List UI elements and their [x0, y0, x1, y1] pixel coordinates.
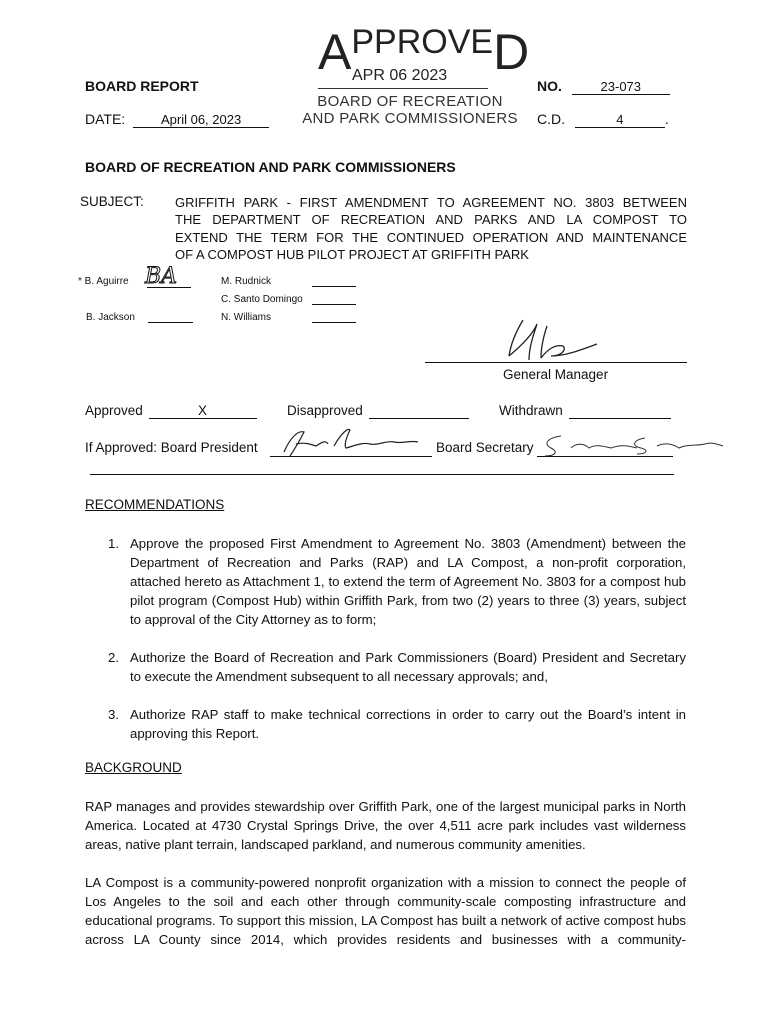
- report-number-value: 23-073: [572, 80, 670, 95]
- recommendation-number: 3.: [108, 707, 119, 722]
- approved-label: Approved: [85, 403, 143, 418]
- approved-field: [85, 403, 257, 419]
- withdrawn-label: Withdrawn: [499, 403, 563, 418]
- recommendations-list: [108, 534, 686, 762]
- approved-mark: X: [149, 404, 257, 419]
- report-date-value: April 06, 2023: [133, 113, 269, 128]
- board-president-signature: [270, 424, 432, 458]
- general-manager-signature: [425, 316, 687, 364]
- recommendation-item: [108, 648, 686, 686]
- commissioner-rudnick: M. Rudnick: [221, 276, 272, 287]
- withdrawn-field: [499, 403, 671, 419]
- report-number: [537, 78, 670, 95]
- commissioner-williams: N. Williams: [221, 312, 271, 323]
- recommendation-number: 1.: [108, 536, 119, 551]
- aguirre-initials: BA: [145, 264, 178, 289]
- background-paragraph: RAP manages and provides stewardship over Griffith Park, one of the largest municipal parks in North America. Located at 4730 Crystal Springs Drive, the over 4,511 acre park includes vast wilderness areas, native plant terrain, landscaped parkland, and numerous community amenities.: [85, 799, 686, 852]
- stamp-letter-d: D: [493, 24, 530, 80]
- commissioner-jackson: B. Jackson: [86, 312, 135, 323]
- recommendation-text: Approve the proposed First Amendment to Agreement No. 3803 (Amendment) between the Department of Recreation and Parks (RAP) and LA Compost, a non-profit corporation, attached hereto as Attachment 1, to extend the term of Agreement No. 3803 for a compost hub pilot program (Compost Hub) within Griffith Park, from two (2) years to three (3) years, subject to approval of the City Attorney as to form;: [130, 536, 686, 627]
- board-report-label: BOARD REPORT: [85, 78, 199, 94]
- subject-line: OF A COMPOST HUB PILOT PROJECT AT GRIFFITH PARK: [175, 246, 529, 262]
- disapproved-blank: [369, 404, 469, 419]
- council-district-label: C.D.: [537, 111, 565, 127]
- report-number-label: NO.: [537, 78, 562, 94]
- board-secretary-label: Board Secretary: [436, 440, 534, 455]
- disapproved-field: [287, 403, 469, 419]
- stamp-date-underline: [318, 88, 488, 89]
- recommendation-text: Authorize RAP staff to make technical corrections in order to carry out the Board’s intent in approving this Report.: [130, 707, 686, 741]
- council-district: [537, 111, 669, 128]
- signoff-rule: [90, 474, 674, 475]
- santo-domingo-blank: [312, 304, 356, 305]
- stamp-commissioners-line: AND PARK COMMISSIONERS: [302, 110, 518, 127]
- stamp-date: APR 06 2023: [352, 67, 448, 84]
- rudnick-blank: [312, 286, 356, 287]
- board-secretary-signature: [537, 428, 725, 458]
- report-date-label: DATE:: [85, 111, 126, 127]
- subject-line: EXTEND THE TERM FOR THE CONTINUED OPERATION AND MAINTENANCE: [175, 229, 687, 245]
- general-manager-label: General Manager: [503, 367, 609, 382]
- recommendations-heading: RECOMMENDATIONS: [85, 497, 225, 512]
- board-president-label: If Approved: Board President: [85, 440, 258, 455]
- withdrawn-blank: [569, 404, 671, 419]
- recommendation-item: [108, 534, 686, 629]
- disapproved-label: Disapproved: [287, 403, 363, 418]
- williams-blank: [312, 322, 356, 323]
- commissioner-aguirre: * B. Aguirre: [78, 276, 129, 287]
- gm-signature-scribble: [425, 316, 687, 364]
- background-paragraph: LA Compost is a community-powered nonprofit organization with a mission to connect the people of Los Angeles to the soil and each other through community-scale composting infrastructure and educational programs. To support this mission, LA Compost has built a network of active compost hubs across LA County since 2014, which provides residents and businesses with a community-: [85, 875, 686, 947]
- report-date: [85, 111, 269, 128]
- stamp-board-line: BOARD OF RECREATION: [317, 93, 503, 110]
- aguirre-initials-signature: [143, 263, 193, 289]
- commissioner-santo-domingo: C. Santo Domingo: [221, 294, 303, 305]
- council-district-value: 4: [575, 113, 665, 128]
- jackson-blank: [148, 322, 193, 323]
- subject-line: THE DEPARTMENT OF RECREATION AND PARKS AND LA COMPOST TO: [175, 212, 687, 228]
- subject-label: SUBJECT:: [80, 194, 144, 209]
- stamp-letter-a: A: [318, 24, 352, 80]
- approved-stamp: [302, 23, 530, 134]
- board-title: BOARD OF RECREATION AND PARK COMMISSIONERS: [85, 159, 456, 175]
- subject-text: [175, 194, 687, 263]
- recommendation-number: 2.: [108, 650, 119, 665]
- subject-line: GRIFFITH PARK - FIRST AMENDMENT TO AGREEMENT NO. 3803 BETWEEN: [175, 195, 687, 210]
- council-district-period: .: [664, 111, 669, 127]
- recommendation-text: Authorize the Board of Recreation and Park Commissioners (Board) President and Secretary to execute the Amendment subsequent to all necessary approvals; and,: [130, 650, 686, 684]
- background-heading: BACKGROUND: [85, 760, 182, 775]
- stamp-letters-mid: PPROVE: [351, 23, 494, 61]
- recommendation-item: [108, 705, 686, 743]
